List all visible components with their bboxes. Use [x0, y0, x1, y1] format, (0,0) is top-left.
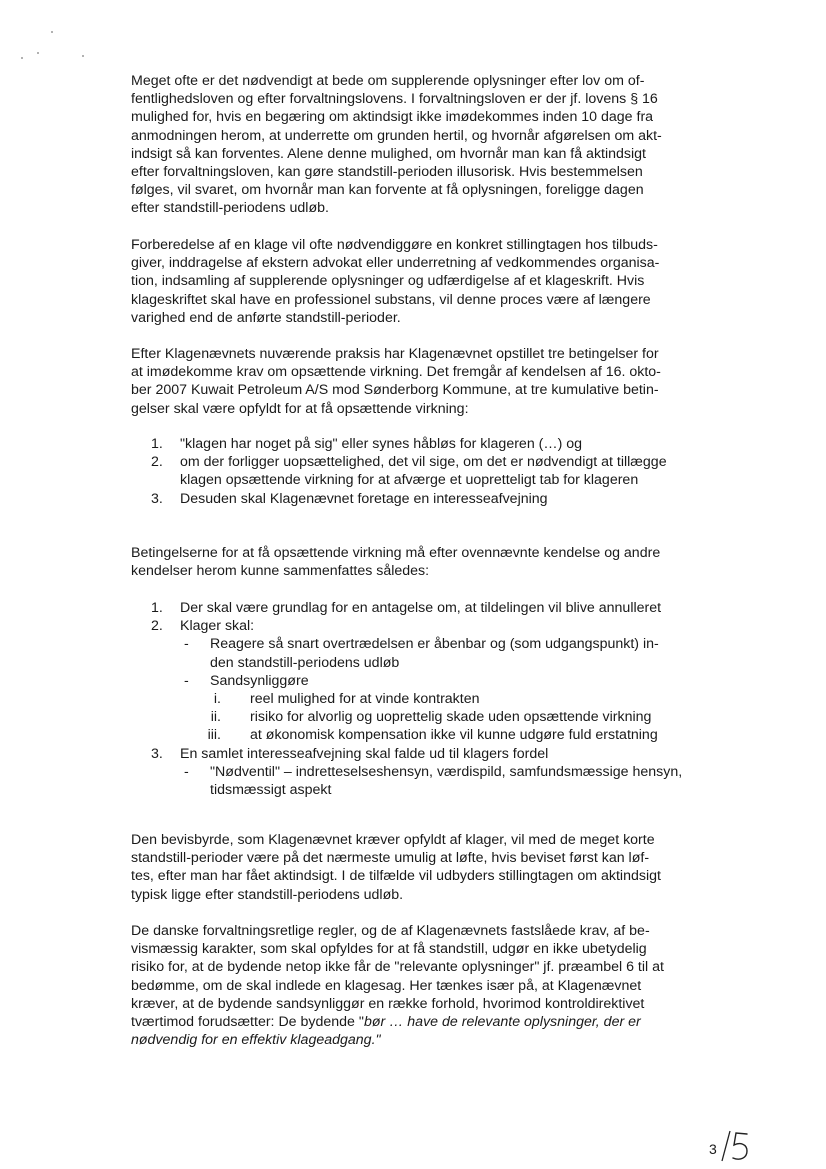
list-item: [151, 435, 711, 453]
roman-item-text: reel mulighed for at vinde kontrakten: [250, 691, 480, 708]
roman-marker: iii.: [207, 727, 221, 744]
roman-marker: ii.: [210, 709, 221, 726]
paragraph-summary-intro: [131, 544, 711, 580]
roman-list-item: [151, 726, 711, 744]
scan-speck: [37, 52, 39, 54]
paragraph-text: Forberedelse af en klage vil ofte nødvendiggøre en konkret stillingtagen hos tilbuds- giver, inddragelse af ekstern advokat eller underretning af vedkommendes organisa- tion, indsamling af supplerende oplysninger og udfærdigelse af et klageskrift. Hvis klageskriftet skal have en professionel substans, vil denne proces være af længere varighed end de anførte standstill-perioder.: [131, 237, 660, 326]
roman-list-item: [151, 690, 711, 708]
list-item-text: En samlet interesseafvejning skal falde ud til klagers fordel: [180, 745, 549, 762]
dash-marker: -: [184, 636, 189, 653]
list-item-text: om der forligger uopsættelighed, det vil sige, om det er nødvendigt at tillægge klagen opsættende virkning for at afværge et uopretteligt tab for klageren: [180, 454, 667, 489]
list-item: [151, 599, 711, 617]
list-number: 1.: [151, 436, 163, 452]
roman-list-item: [151, 708, 711, 726]
roman-item-text: risiko for alvorlig og uoprettelig skade uden opsættende virkning: [250, 709, 652, 726]
sub-list-item-text: "Nødventil" – indretteselseshensyn, værdispild, samfundsmæssige hensyn, tidsmæssigt aspekt: [210, 763, 683, 799]
sub-list-item: [151, 763, 711, 799]
roman-item-text: at økonomisk kompensation ikke vil kunne udgøre fuld erstatning: [250, 727, 658, 744]
paragraph-danish-rules: [131, 922, 711, 1049]
handwritten-slash: [722, 1131, 730, 1161]
sub-list-item: [151, 635, 711, 671]
paragraph-burden-of-proof: [131, 831, 711, 904]
list-item-text: Der skal være grundlag for en antagelse om, at tildelingen vil blive annulleret: [180, 600, 662, 616]
paragraph-request-information: [131, 72, 711, 218]
list-item: [151, 453, 711, 489]
paragraph-text: Den bevisbyrde, som Klagenævnet kræver opfyldt af klager, vil med de meget korte standstill-perioder være på det nærmeste umulig at løfte, hvis beviset først kan løf- tes, efter man har fået aktindsigt. I de tilfælde vil udbyders stillingtagen om aktindsigt typisk ligge efter standstill-periodens udløb.: [131, 832, 661, 903]
list-number: 2.: [151, 454, 163, 471]
list-number: 1.: [151, 600, 163, 616]
dash-marker: -: [184, 672, 189, 689]
list-item-text: Desuden skal Klagenævnet foretage en interesseafvejning: [180, 490, 548, 507]
sub-list-item-text: Reagere så snart overtrædelsen er åbenbar og (som udgangspunkt) in- den standstill-periodens udløb: [210, 636, 659, 671]
list-item: [151, 617, 711, 635]
paragraph-text: [131, 922, 711, 1049]
scan-speck: [51, 31, 53, 33]
paragraph-main-text: De danske forvaltningsretlige regler, og de af Klagenævnets fastslåede krav, af be- vismæssig karakter, som skal opfyldes for at få standstill, udgør en ikke ubetydelig risiko for, at de bydende netop ikke får de "relevante oplysninger" jf. præambel 6 til at bedømme, om de skal indlede en klagesag. Her tænkes især på, at Klagenævnet kræver, at de bydende sandsynliggør en række forhold, hvorimod kontroldirektivet tværtimod forudsætter: De bydende ": [131, 923, 664, 1031]
list-item-text: Klager skal:: [180, 618, 255, 635]
paragraph-text: Meget ofte er det nødvendigt at bede om supplerende oplysninger efter lov om of- fentlighedsloven og efter forvaltningslovens. I forvaltningsloven er der jf. lovens § 16 mulighed for, hvis en begæring om aktindsigt ikke imødekommes inden 10 dage fra anmodningen herom, at underrette om grunden hertil, og hvornår afgørelsen om akt- indsigt så kan forventes. Alene denne mulighed, om hvornår man kan få aktindsigt efter forvaltningsloven, kan gøre standstill-perioden illusorisk. Hvis bestemmelsen følges, vil svaret, om hvornår man kan forvente at få oplysningen, foreligge dagen efter standstill-periodens udløb.: [131, 73, 662, 217]
handwritten-page-total: [716, 1128, 756, 1164]
list-item-text: "klagen har noget på sig" eller synes håbløs for klageren (…) og: [180, 436, 583, 452]
list-item: [151, 745, 711, 763]
scan-speck: [82, 55, 84, 57]
handwritten-five: [733, 1133, 747, 1159]
list-item: [151, 490, 711, 508]
summary-list: [151, 599, 711, 799]
paragraph-board-practice: [131, 345, 711, 418]
roman-marker: i.: [213, 691, 221, 708]
dash-marker: -: [184, 763, 189, 780]
paragraph-complaint-preparation: [131, 236, 711, 327]
paragraph-text: Efter Klagenævnets nuværende praksis har Klagenævnet opstillet tre betingelser for at imødekomme krav om opsættende virkning. Det fremgår af kendelsen af 16. okto- ber 2007 Kuwait Petroleum A/S mod Sønderborg Kommune, at tre kumulative betin- gelser skal være opfyldt for at få opsættende virkning:: [131, 346, 661, 417]
conditions-list: [151, 435, 711, 508]
sub-list-item-text: Sandsynliggøre: [210, 672, 309, 689]
italic-quote: bør … have de relevante oplysninger, der er nødvendig for en effektiv klageadgang.": [131, 1014, 641, 1049]
paragraph-text: Betingelserne for at få opsættende virkning må efter ovennævnte kendelse og andre kendelser herom kunne sammenfattes således:: [131, 545, 661, 580]
list-number: 2.: [151, 618, 163, 635]
list-number: 3.: [151, 490, 163, 507]
scan-speck: [21, 57, 23, 59]
sub-list-item: [151, 672, 711, 690]
page-number: 3: [709, 1141, 717, 1157]
list-number: 3.: [151, 745, 163, 762]
